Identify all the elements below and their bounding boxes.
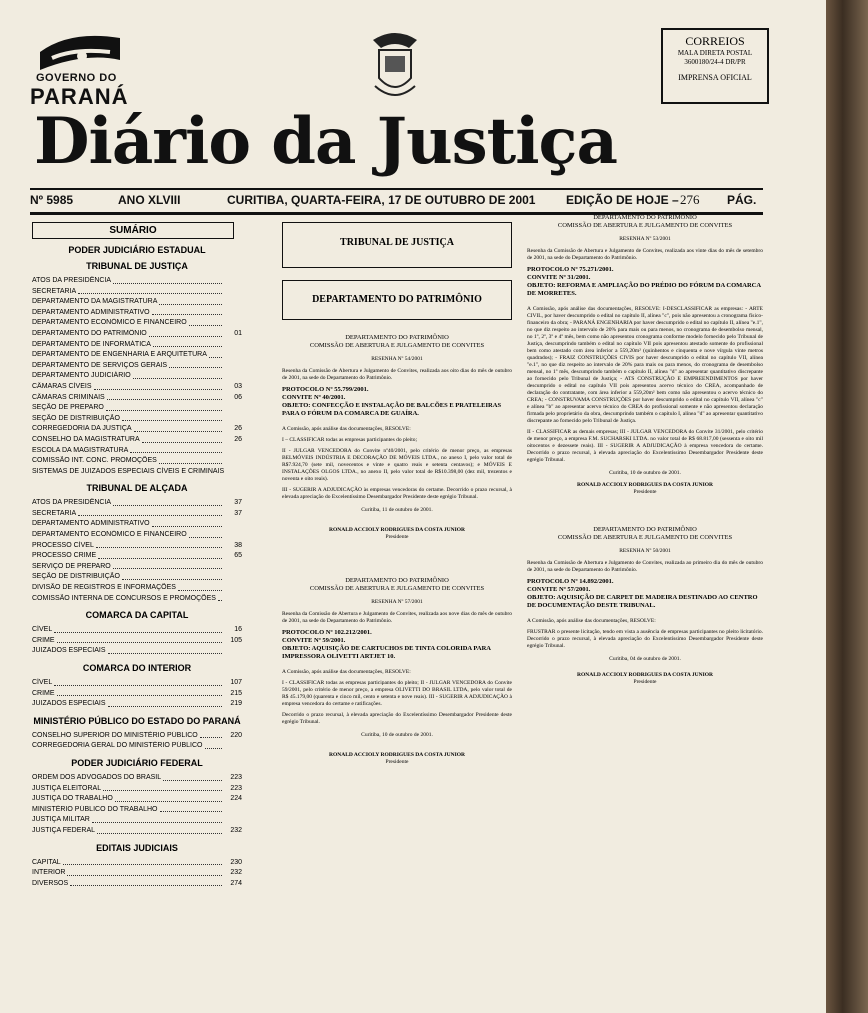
summary-entry-label: CÍVEL bbox=[32, 626, 53, 634]
notice-convite: CONVITE Nº 59/2001. bbox=[282, 637, 346, 644]
summary-entry-page: 105 bbox=[230, 636, 242, 644]
notice-paragraph: I – CLASSIFICAR todas as empresas participantes do pleito; bbox=[282, 437, 418, 443]
notice-date: Curitiba, 04 de outubro de 2001. bbox=[609, 656, 681, 662]
summary-entry-label: JUIZADOS ESPECIAIS bbox=[32, 700, 106, 708]
summary-entry-page bbox=[224, 403, 242, 414]
gov-line2: PARANÁ bbox=[30, 84, 129, 109]
summary-entry-label: PROCESSO CRIME bbox=[32, 552, 97, 560]
summary-entry-label: CRIME bbox=[32, 689, 55, 697]
notice-date: Curitiba, 11 de outubro de 2001. bbox=[361, 507, 433, 513]
summary-entry bbox=[32, 456, 242, 467]
summary-entry bbox=[32, 393, 242, 404]
notice-heading: DEPARTAMENTO DO PATRIMÔNIO bbox=[345, 577, 449, 584]
summary-section-heading: PODER JUDICIÁRIO FEDERAL bbox=[71, 757, 203, 768]
summary-entry-label: JUSTIÇA MILITAR bbox=[32, 816, 90, 824]
summary-entry bbox=[32, 699, 242, 710]
notice-protocol: PROTOCOLO Nº 55.799/2001. bbox=[282, 386, 369, 393]
summary-entry-label: DEPARTAMENTO DO PATRIMÔNIO bbox=[32, 329, 147, 337]
summary-entry-leader bbox=[122, 414, 222, 422]
correios-box bbox=[661, 28, 769, 104]
summary-entry-label: CAPITAL bbox=[32, 858, 61, 866]
edition-label: EDIÇÃO DE HOJE – bbox=[566, 193, 679, 207]
summary-entry bbox=[32, 805, 242, 816]
summary-entry-page bbox=[224, 318, 242, 329]
summary-section-heading: COMARCA DO INTERIOR bbox=[82, 663, 192, 673]
summary-entry-leader bbox=[70, 879, 222, 887]
summary-entry bbox=[32, 340, 242, 351]
summary-entry bbox=[32, 403, 242, 414]
notice-resenha: RESENHA Nº 53/2001 bbox=[619, 236, 671, 242]
summary-entry-leader bbox=[153, 340, 222, 348]
summary-entry-page bbox=[224, 530, 242, 541]
summary-entry-label: DEPARTAMENTO ADMINISTRATIVO bbox=[32, 520, 150, 528]
summary-entry-label: DEPARTAMENTO DE ENGENHARIA E ARQUITETURA bbox=[32, 351, 207, 359]
notice-54 bbox=[282, 334, 512, 541]
summary-entry-leader bbox=[159, 456, 222, 464]
summary-entry-label: DEPARTAMENTO DE SERVIÇOS GERAIS bbox=[32, 361, 168, 369]
summary-entry-label: DEPARTAMENTO DE INFORMÁTICA bbox=[32, 340, 151, 348]
notice-convite: CONVITE Nº 40/2001. bbox=[282, 394, 346, 401]
summary-entry bbox=[32, 297, 242, 308]
summary-entry-leader bbox=[57, 689, 222, 697]
notice-paragraph: Decorrido o prazo recursal, à elevada apreciação do Excelentíssimo Desembargador Presidente deste egrégio Tribunal. bbox=[282, 712, 512, 725]
summary-entry bbox=[32, 678, 242, 689]
summary-entry bbox=[32, 350, 242, 361]
tribunal-box: TRIBUNAL DE JUSTIÇA bbox=[282, 222, 512, 268]
summary-entry bbox=[32, 519, 242, 530]
summary-entry-leader bbox=[97, 826, 222, 834]
summary-entry-leader bbox=[63, 858, 222, 866]
summary-entry-leader bbox=[218, 594, 222, 602]
notice-resenha: RESENHA Nº 57/2001 bbox=[371, 599, 423, 605]
notice-signature: RONALD ACCIOLY RODRIGUES DA COSTA JUNIOR bbox=[329, 752, 465, 758]
summary-entry-page: 223 bbox=[230, 773, 242, 781]
notice-paragraph: II - CLASSIFICAR as demais empresas; III - JULGAR VENCEDORA do Convite 31/2001, pelo critério de menor preço, a empresa F.M. SUCHARSKI LTDA. no valor total de R$ 68.817,00 (sessenta e oito mil oitocentos e dezessete reais). III - SUGERIR A ADJUDICAÇÃO à empresa vencedora do certame. Decorrido o prazo recursal, à elevada apreciação do Excelentíssimo Desembargador Presidente deste egrégio Tribunal. bbox=[527, 429, 763, 463]
summary-entry bbox=[32, 868, 242, 879]
summary-entry bbox=[32, 287, 242, 298]
summary-entry-leader bbox=[142, 435, 222, 443]
summary-section-heading: EDITAIS JUDICIAIS bbox=[96, 842, 178, 853]
notice-convite: CONVITE Nº 31/2001. bbox=[527, 274, 591, 281]
issue-number: Nº 5985 bbox=[30, 193, 74, 207]
summary-entry-label: DEPARTAMENTO ECONÔMICO E FINANCEIRO bbox=[32, 531, 187, 539]
summary-entry-label: JUSTIÇA FEDERAL bbox=[32, 826, 96, 834]
summary-section-heading: MINISTÉRIO PÚBLICO DO ESTADO DO PARANÁ bbox=[33, 715, 241, 726]
right-column bbox=[527, 214, 763, 686]
issue-date: CURITIBA, QUARTA-FEIRA, 17 DE OUTUBRO DE 2001 bbox=[227, 193, 536, 207]
summary-entry-label: ESCOLA DA MAGISTRATURA bbox=[32, 446, 129, 454]
notice-signature: RONALD ACCIOLY RODRIGUES DA COSTA JUNIOR bbox=[329, 527, 465, 533]
summary-entry bbox=[32, 594, 242, 605]
page-count: 276 bbox=[680, 192, 700, 207]
summary-entry-page: 224 bbox=[230, 795, 242, 803]
summary-entry-label: SEÇÃO DE DISTRIBUIÇÃO bbox=[32, 573, 120, 581]
summary-entry-leader bbox=[54, 625, 222, 633]
summary-entry-page: 03 bbox=[234, 382, 242, 390]
summary-entry-leader bbox=[178, 583, 222, 591]
summary-entry bbox=[32, 562, 242, 573]
summary-entry bbox=[32, 625, 242, 636]
summary-entry-page: 26 bbox=[234, 425, 242, 433]
notice-paragraph: III - SUGERIR A ADJUDICAÇÃO às empresas vencedoras do certame. Decorrido o prazo recursal, à elevada apreciação do Excelentíssimo Desembargador Presidente deste egrégio Tribunal. bbox=[282, 487, 512, 500]
notice-resenha: RESENHA Nº 50/2001 bbox=[619, 548, 671, 554]
notice-subheading: COMISSÃO DE ABERTURA E JULGAMENTO DE CONVITES bbox=[309, 342, 485, 349]
summary-entry-page: 06 bbox=[234, 393, 242, 401]
summary-entry-page: 107 bbox=[230, 679, 242, 686]
summary-entry-page bbox=[224, 297, 242, 308]
notice-convite: CONVITE Nº 57/2001. bbox=[527, 586, 591, 593]
notice-signature: RONALD ACCIOLY RODRIGUES DA COSTA JUNIOR bbox=[577, 482, 713, 488]
summary-entry bbox=[32, 858, 242, 869]
summary-entry-leader bbox=[149, 329, 222, 337]
summary-entry-leader bbox=[113, 276, 222, 284]
summary-entry-page bbox=[224, 815, 242, 826]
summary-entry bbox=[32, 467, 242, 478]
summary-section-heading: TRIBUNAL DE JUSTIÇA bbox=[86, 261, 188, 271]
summary-section-heading: TRIBUNAL DE ALÇADA bbox=[86, 483, 188, 494]
summary-entry bbox=[32, 329, 242, 340]
summary-entry-label: SEÇÃO DE DISTRIBUIÇÃO bbox=[32, 414, 120, 422]
summary-entry-page bbox=[224, 371, 242, 382]
summary-entry bbox=[32, 382, 242, 393]
gov-line1: GOVERNO DO bbox=[36, 72, 117, 84]
summary-entry-page bbox=[224, 276, 242, 287]
summary-entry-page: 16 bbox=[234, 626, 242, 634]
summary-entry-leader bbox=[189, 530, 222, 538]
summary-entry-leader bbox=[130, 446, 222, 454]
summary-entry-label: CÍVEL bbox=[32, 679, 53, 686]
notice-protocol: PROTOCOLO Nº 102.212/2001. bbox=[282, 629, 372, 636]
notice-intro: Resenha da Comissão de Abertura e Julgamento de Convites, realizada aos vinte dias do mês de setembro de 2001, na sede do Departamento do Patrimônio. bbox=[527, 248, 763, 261]
summary-entry-page bbox=[224, 741, 242, 752]
summary-entry-label: SERVIÇO DE PREPARO bbox=[32, 562, 111, 570]
summary-entry-page bbox=[224, 519, 242, 530]
summary-entry bbox=[32, 371, 242, 382]
notice-subheading: COMISSÃO DE ABERTURA E JULGAMENTO DE CONVITES bbox=[557, 222, 733, 229]
departamento-box: DEPARTAMENTO DO PATRIMÔNIO bbox=[282, 280, 512, 320]
summary-entry bbox=[32, 572, 242, 583]
notice-intro: Resenha da Comissão de Abertura e Julgamento de Convites, realizada ao primeiro dia do mês de outubro de 2001, na sede do Departamento do Patrimônio. bbox=[527, 560, 763, 573]
correios-line1: CORREIOS bbox=[685, 34, 745, 48]
summary-entry-page: 220 bbox=[230, 731, 242, 739]
summary-entry-label: DEPARTAMENTO ADMINISTRATIVO bbox=[32, 308, 150, 316]
summary-entry-label: MINISTÉRIO PÚBLICO DO TRABALHO bbox=[32, 805, 158, 813]
summary-entry-leader bbox=[169, 361, 222, 369]
issue-year: ANO XLVIII bbox=[118, 193, 181, 207]
summary-entry-leader bbox=[113, 498, 222, 506]
notice-53 bbox=[527, 214, 763, 496]
notice-role: Presidente bbox=[385, 759, 409, 765]
summary-section-heading: PODER JUDICIÁRIO ESTADUAL bbox=[68, 245, 206, 255]
notice-objeto: OBJETO: AQUISIÇÃO DE CARTUCHOS DE TINTA COLORIDA PARA IMPRESSORA OLIVETTI ARTJET 10. bbox=[282, 645, 491, 660]
summary-entry bbox=[32, 583, 242, 594]
summary-entry-leader bbox=[54, 678, 222, 686]
notice-50 bbox=[527, 526, 763, 686]
summary-entry bbox=[32, 446, 242, 457]
summary-entry-leader bbox=[106, 403, 222, 411]
summary-entry-leader bbox=[189, 318, 222, 326]
summary-entry-label: COMISSÃO INT. CONC. PROMOÇÕES bbox=[32, 457, 157, 465]
summary-entry-leader bbox=[205, 741, 223, 749]
summary-entry-label: ORDEM DOS ADVOGADOS DO BRASIL bbox=[32, 773, 162, 781]
notice-signature: RONALD ACCIOLY RODRIGUES DA COSTA JUNIOR bbox=[577, 672, 713, 678]
middle-column bbox=[282, 222, 512, 766]
correios-line3: 3600180/24-4 DR/PR bbox=[684, 58, 746, 66]
summary-entry-leader bbox=[152, 519, 222, 527]
summary-entry-label: CONSELHO DA MAGISTRATURA bbox=[32, 435, 140, 443]
summary-entry-label: CORREGEDORIA DA JUSTIÇA bbox=[32, 425, 132, 433]
notice-date: Curitiba, 10 de outubro de 2001. bbox=[609, 470, 681, 476]
summary-entry bbox=[32, 424, 242, 435]
summary-entry-label: CORREGEDORIA GERAL DO MINISTÉRIO PÚBLICO bbox=[32, 742, 203, 750]
summary-entry-page bbox=[224, 361, 242, 372]
summary-entry bbox=[32, 361, 242, 372]
summary-entry-label: INTERIOR bbox=[32, 869, 66, 877]
notice-heading: DEPARTAMENTO DO PATRIMÔNIO bbox=[593, 526, 697, 533]
summary-entry bbox=[32, 784, 242, 795]
masthead-info-bar bbox=[30, 188, 763, 215]
summary-entry-label: DEPARTAMENTO DA MAGISTRATURA bbox=[32, 298, 158, 306]
summary-entry-page: 37 bbox=[234, 509, 242, 517]
summary-entry-label: SISTEMAS DE JUIZADOS ESPECIAIS CÍVEIS E CRIMINAIS bbox=[32, 467, 225, 475]
summary-entry-leader bbox=[209, 350, 222, 358]
summary-entry-page bbox=[228, 467, 242, 478]
notice-paragraph: A Comissão, após análise das documentações, RESOLVE: bbox=[282, 669, 411, 675]
summary-entry-label: COMISSÃO INTERNA DE CONCURSOS E PROMOÇÕES bbox=[32, 594, 216, 602]
summary-entry-label: DEPARTAMENTO ECONÔMICO E FINANCEIRO bbox=[32, 319, 187, 327]
notice-paragraph: FRUSTRAR o presente licitação, tendo em vista a ausência de empresas participantes no pleito licitatório. Decorrido o prazo recursal, à elevada apreciação do Excelentíssimo Desembargador Presidente deste egrégio Tribunal. bbox=[527, 629, 763, 649]
summary-entry-label: JUIZADOS ESPECIAIS bbox=[32, 647, 106, 655]
summary-entry-leader bbox=[115, 794, 222, 802]
summary-entry-page bbox=[224, 562, 242, 573]
summary-entry-page: 01 bbox=[234, 329, 242, 337]
summary-entry-leader bbox=[98, 551, 222, 559]
summary-entry-label: DEPARTAMENTO JUDICIÁRIO bbox=[32, 372, 131, 380]
summary-entry-leader bbox=[134, 424, 222, 432]
summary-entry-leader bbox=[152, 308, 222, 316]
summary-entry bbox=[32, 530, 242, 541]
summary-entry-label: JUSTIÇA ELEITORAL bbox=[32, 784, 102, 792]
summary-entry-page bbox=[224, 414, 242, 425]
correios-line2: MALA DIRETA POSTAL bbox=[677, 49, 753, 57]
notice-paragraph: I - CLASSIFICAR todas as empresas participantes do pleito; II - JULGAR VENCEDORA do Convite 59/2001, pelo critério de menor preço, a empresa OLIVETTI DO BRASIL LTDA, pelo valor total de R$ 45.179,00 (quarenta e cinco mil, cento e setenta e nove reais). III - SUGERIR A ADJUDICAÇÃO à empresa vencedora do certame e ratificações. bbox=[282, 680, 512, 707]
summary-entry-label: SECRETARIA bbox=[32, 509, 77, 517]
summary-entry bbox=[32, 689, 242, 700]
summary-entry-page bbox=[224, 340, 242, 351]
summary-entry-label: CÂMARAS CRIMINAIS bbox=[32, 393, 105, 401]
summary-entry-leader bbox=[159, 297, 222, 305]
notice-intro: Resenha da Comissão de Abertura e Julgamento de Convites, realizada aos oito dias do mês de outubro de 2001, na sede do Departamento do Patrimônio. bbox=[282, 368, 512, 381]
summary-entry-label: CONSELHO SUPERIOR DO MINISTÉRIO PÚBLICO bbox=[32, 731, 198, 739]
summary-entry bbox=[32, 435, 242, 446]
book-binding-edge bbox=[826, 0, 868, 1013]
summary-entry-label: SECRETARIA bbox=[32, 287, 77, 295]
notice-intro: Resenha da Comissão de Abertura e Julgamento de Convites, realizada aos nove dias do mês de outubro de 2001, na sede do Departamento do Patrimônio. bbox=[282, 611, 512, 624]
summary-entry-page bbox=[224, 583, 242, 594]
summary-entry-page: 38 bbox=[234, 541, 242, 549]
notice-paragraph: A Comissão, após análise das documentações, RESOLVE: bbox=[282, 426, 411, 432]
summary-entry-page: 274 bbox=[230, 879, 242, 887]
notice-objeto: OBJETO: AQUISIÇÃO DE CARPET DE MADEIRA DESTINADO AO CENTRO DE DOCUMENTAÇÃO DESTE TRIBUNAL. bbox=[527, 594, 758, 609]
summary-entry-page: 232 bbox=[230, 826, 242, 834]
summary-entry-leader bbox=[133, 371, 222, 379]
summary-entry bbox=[32, 636, 242, 647]
summary-entry-leader bbox=[107, 393, 222, 401]
summary-entry-label: ATOS DA PRESIDÊNCIA bbox=[32, 277, 112, 284]
summary-entry bbox=[32, 318, 242, 329]
summary-entry bbox=[32, 879, 242, 890]
summary-entry bbox=[32, 541, 242, 552]
notice-objeto: OBJETO: CONFECÇÃO E INSTALAÇÃO DE BALCÕES E PRATELEIRAS PARA O FÓRUM DA COMARCA DE GUAÍRA. bbox=[282, 402, 502, 417]
summary-entry-label: CÂMARAS CÍVEIS bbox=[32, 382, 92, 390]
summary-entry-page bbox=[224, 572, 242, 583]
summary-entry-label: SEÇÃO DE PREPARO bbox=[32, 404, 104, 412]
summary-entry-page: 26 bbox=[234, 435, 242, 443]
notice-role: Presidente bbox=[385, 534, 409, 540]
notice-protocol: PROTOCOLO Nº 75.271/2001. bbox=[527, 266, 614, 273]
summary-column bbox=[32, 222, 242, 1012]
summary-entry-page bbox=[224, 446, 242, 457]
summary-entry-leader bbox=[57, 636, 222, 644]
summary-entry-leader bbox=[78, 287, 222, 295]
notice-role: Presidente bbox=[633, 489, 657, 495]
pag-label: PÁG. bbox=[727, 193, 757, 207]
summary-entry-leader bbox=[103, 784, 222, 792]
notice-paragraph: A Comissão, após análise das documentações, RESOLVE: bbox=[527, 618, 656, 624]
summary-entry-leader bbox=[96, 541, 222, 549]
summary-entry bbox=[32, 498, 242, 509]
summary-entry-leader bbox=[67, 868, 222, 876]
summary-entry bbox=[32, 551, 242, 562]
summary-entry bbox=[32, 741, 242, 752]
summary-entry bbox=[32, 414, 242, 425]
masthead-title: Diário da Justiça bbox=[34, 104, 617, 179]
summary-entry-label: CRIME bbox=[32, 636, 55, 644]
summary-entry-page bbox=[224, 594, 242, 605]
summary-entry bbox=[32, 794, 242, 805]
summary-entry-leader bbox=[113, 562, 222, 570]
summary-entry-leader bbox=[108, 646, 222, 654]
notice-date: Curitiba, 10 de outubro de 2001. bbox=[361, 732, 433, 738]
summary-entry-page: 230 bbox=[230, 858, 242, 866]
notice-paragraph: A Comissão, após análise das documentações, RESOLVE: I-DESCLASSIFICAR as empresas: - ARTE CIVIL, por haver descumprido o edital no capítulo II, alínea "c", pois não apresentou a cronograma físico-financeiro da obra; - PARANÁ ENGENHARIA por haver descumprido o edital no capítulo II, alínea "e.1", no que diz respeito ao intervalo de 20% para mais ou para menos, no cronograma de desembolso mensal, no 1º, 2º, 3º e 4º mês, bem como não apresentou cronograma conforme modelo fornecido pelo Tribunal de Justiça, descumprindo também o edital no capítulo VII pois apresentou atestado somente do profissional bem como atestado com área inferior a 559,20m² (quinhentos e cinquenta e nove vírgula vinte metros quadrados); - FRAIZ CONSTRUÇÕES CIVIS por haver descumprido o edital no capítulo VII, alínea "e.1", no que diz respeito ao intervalo de 20% para mais ou para menos, do cronograma de desembolso mensal, no 1º mês, descumprindo também o capítulo II, alínea "d" ao apresentar quantitativo discrepante ao fornecido pelo Tribunal de Justiça; - ATS CONSTRUÇÃO E EMPREENDIMENTOS por haver descumprido o edital no capítulo VII pois apresentou acervo técnico do CREA, acompanhado de declaração do contratante, com área inferior a 559,20m² bem como não apresentou o acervo técnico do CREA; - CONSTRUVAMA CONSTRUÇÕES por haver descumprido o edital no capítulo VII, alínea "c" e alínea "b" ao apresentar acervo técnico do CREA do profissional somente e não apresentou declaração firmada pelo proprietário da obra, descumprindo também o capítulo I, alínea "d" ao apresentar quantitativo discrepante ao fornecido pelo Tribunal de Justiça. bbox=[527, 306, 763, 424]
summary-entry-leader bbox=[92, 815, 222, 823]
notice-role: Presidente bbox=[633, 679, 657, 685]
summary-entry bbox=[32, 646, 242, 657]
summary-entry-leader bbox=[160, 805, 222, 813]
summary-entry-page bbox=[224, 308, 242, 319]
summary-entry bbox=[32, 509, 242, 520]
summary-entry-page bbox=[224, 646, 242, 657]
summary-entry-page: 232 bbox=[230, 869, 242, 877]
notice-heading: DEPARTAMENTO DO PATRIMÔNIO bbox=[593, 214, 697, 221]
summary-entry bbox=[32, 276, 242, 287]
summary-entry-page: 215 bbox=[230, 689, 242, 697]
notice-paragraph: II - JULGAR VENCEDORA do Convite nº40/2001, pelo critério de menor preço, as empresas BELMÓVEIS INDÚSTRIA E DECORAÇÃO DE MÓVEIS LTDA., no anexo I, pelo valor total de R$7.924,70 (sete mil, novecentos e vinte e quatro reais e setenta centavos); e MÓVEIS E INSTALAÇÕES OLGOS LTDA., no anexo II, pelo valor total de R$10.398,00 (dez mil, trezentos e noventa e oito reais). bbox=[282, 448, 512, 482]
summary-list bbox=[32, 245, 242, 889]
summary-entry-page: 65 bbox=[234, 552, 242, 560]
summary-entry-page: 223 bbox=[230, 784, 242, 792]
notice-objeto: OBJETO: REFORMA E AMPLIAÇÃO DO PRÉDIO DO FÓRUM DA COMARCA DE MORRETES. bbox=[527, 282, 761, 297]
notice-57 bbox=[282, 577, 512, 766]
summary-entry bbox=[32, 826, 242, 837]
summary-entry-leader bbox=[122, 572, 222, 580]
summary-entry-page bbox=[224, 456, 242, 467]
summary-entry-page bbox=[224, 287, 242, 298]
notice-protocol: PROTOCOLO Nº 14.892/2001. bbox=[527, 578, 614, 585]
summary-entry bbox=[32, 815, 242, 826]
summary-entry-leader bbox=[108, 699, 222, 707]
summary-title: SUMÁRIO bbox=[32, 222, 234, 239]
summary-entry-label: JUSTIÇA DO TRABALHO bbox=[32, 795, 113, 803]
notice-subheading: COMISSÃO DE ABERTURA E JULGAMENTO DE CONVITES bbox=[557, 534, 733, 541]
summary-entry-label: DIVISÃO DE REGISTROS E INFORMAÇÕES bbox=[32, 584, 176, 592]
summary-entry bbox=[32, 308, 242, 319]
summary-entry-page: 37 bbox=[234, 499, 242, 507]
summary-entry-page: 219 bbox=[230, 700, 242, 708]
notice-subheading: COMISSÃO DE ABERTURA E JULGAMENTO DE CONVITES bbox=[309, 585, 485, 592]
summary-entry-leader bbox=[200, 731, 222, 739]
summary-entry bbox=[32, 731, 242, 742]
summary-section-heading: COMARCA DA CAPITAL bbox=[85, 610, 189, 621]
summary-entry bbox=[32, 773, 242, 784]
summary-entry-leader bbox=[78, 509, 222, 517]
summary-entry-leader bbox=[163, 773, 222, 781]
notice-resenha: RESENHA Nº 54/2001 bbox=[371, 356, 423, 362]
coat-of-arms-icon bbox=[365, 26, 425, 106]
summary-entry-label: ATOS DA PRESIDÊNCIA bbox=[32, 499, 112, 507]
notice-heading: DEPARTAMENTO DO PATRIMÔNIO bbox=[345, 334, 449, 341]
summary-entry-page bbox=[224, 350, 242, 361]
summary-entry-page bbox=[224, 805, 242, 816]
correios-line4: IMPRENSA OFICIAL bbox=[678, 73, 752, 82]
summary-entry-label: DIVERSOS bbox=[32, 879, 69, 887]
summary-entry-leader bbox=[94, 382, 222, 390]
summary-entry-label: PROCESSO CÍVEL bbox=[32, 541, 94, 549]
